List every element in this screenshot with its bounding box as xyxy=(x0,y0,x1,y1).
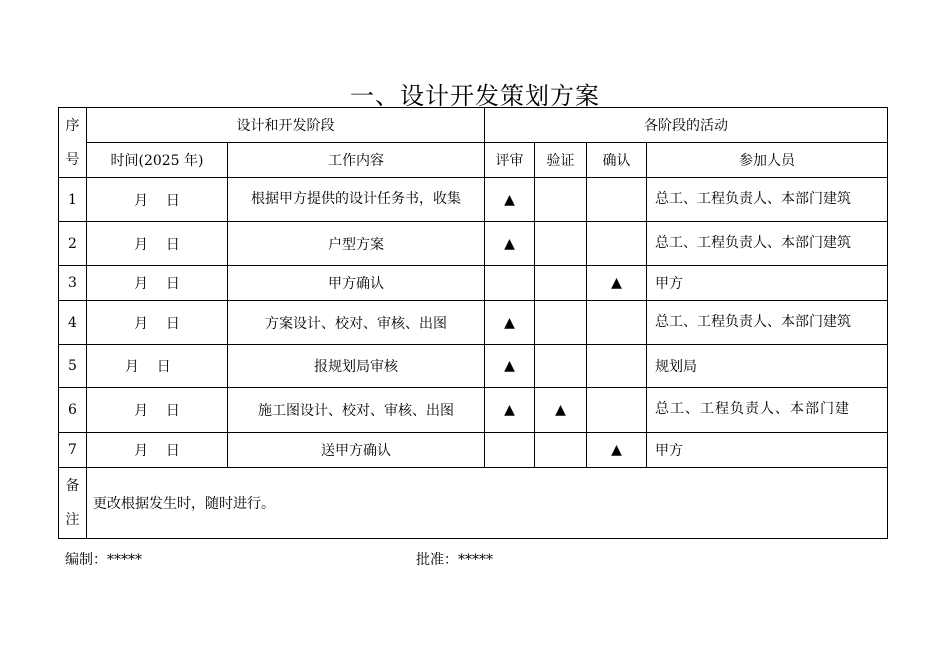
row-date: 月 日 xyxy=(87,301,228,345)
row-date: 月 日 xyxy=(87,178,228,222)
confirm-mark: ▲ xyxy=(587,433,647,468)
row-number: 5 xyxy=(59,345,87,388)
review-mark xyxy=(485,266,535,301)
confirm-mark: ▲ xyxy=(587,266,647,301)
row-number: 6 xyxy=(59,388,87,433)
remark-text: 更改根据发生时，随时进行。 xyxy=(87,468,888,539)
review-mark: ▲ xyxy=(485,178,535,222)
row-content: 户型方案 xyxy=(228,222,485,266)
page-title: 一、设计开发策划方案 xyxy=(350,82,600,110)
row-content: 根据甲方提供的设计任务书，收集 xyxy=(228,178,485,222)
table-row xyxy=(59,388,888,433)
activities-header: 各阶段的活动 xyxy=(485,108,888,143)
remark-label xyxy=(59,468,87,539)
row-participants: 总工、工程负责人、本部门建筑 xyxy=(647,222,888,266)
row-participants: 甲方 xyxy=(647,266,888,301)
verify-mark xyxy=(535,301,587,345)
confirm-mark xyxy=(587,222,647,266)
participants-header: 参加人员 xyxy=(647,143,888,178)
verify-mark xyxy=(535,345,587,388)
row-participants: 总工、工程负责人、本部门建筑 xyxy=(647,301,888,345)
verify-mark xyxy=(535,433,587,468)
row-participants: 总工、工程负责人、本部门建筑 xyxy=(647,178,888,222)
header-row-1 xyxy=(59,108,888,143)
row-number: 7 xyxy=(59,433,87,468)
verify-mark xyxy=(535,222,587,266)
confirm-mark xyxy=(587,301,647,345)
remark-label-bottom: 注 xyxy=(65,512,80,528)
row-participants: 甲方 xyxy=(647,433,888,468)
row-participants: 总工、工程负责人、本部门建 xyxy=(647,388,888,433)
row-date: 月 日 xyxy=(87,222,228,266)
row-number: 4 xyxy=(59,301,87,345)
row-content: 甲方确认 xyxy=(228,266,485,301)
table-row xyxy=(59,178,888,222)
table-row xyxy=(59,433,888,468)
row-number: 2 xyxy=(59,222,87,266)
confirm-mark xyxy=(587,345,647,388)
time-header: 时间(2025 年) xyxy=(87,143,228,178)
seq-header xyxy=(59,108,87,178)
review-header: 评审 xyxy=(485,143,535,178)
approved-by: 批准：***** xyxy=(416,552,493,568)
row-date: 月 日 xyxy=(87,433,228,468)
review-mark: ▲ xyxy=(485,301,535,345)
row-number: 1 xyxy=(59,178,87,222)
review-mark: ▲ xyxy=(485,345,535,388)
verify-mark xyxy=(535,266,587,301)
confirm-header: 确认 xyxy=(587,143,647,178)
confirm-mark xyxy=(587,388,647,433)
table-row xyxy=(59,301,888,345)
review-mark: ▲ xyxy=(485,222,535,266)
row-content: 报规划局审核 xyxy=(228,345,485,388)
review-mark xyxy=(485,433,535,468)
row-date: 月 日 xyxy=(87,266,228,301)
verify-mark xyxy=(535,178,587,222)
row-date: 月 日 xyxy=(87,345,228,388)
row-number: 3 xyxy=(59,266,87,301)
row-participants: 规划局 xyxy=(647,345,888,388)
row-content: 送甲方确认 xyxy=(228,433,485,468)
seq-header-top: 序 xyxy=(65,117,80,134)
review-mark: ▲ xyxy=(485,388,535,433)
row-date: 月 日 xyxy=(87,388,228,433)
seq-header-bottom: 号 xyxy=(65,151,80,168)
confirm-mark xyxy=(587,178,647,222)
row-content: 施工图设计、校对、审核、出图 xyxy=(228,388,485,433)
table-row xyxy=(59,345,888,388)
compiled-by: 编制：***** xyxy=(65,552,142,568)
content-header: 工作内容 xyxy=(228,143,485,178)
remark-label-top: 备 xyxy=(65,478,80,494)
plan-table xyxy=(58,107,888,539)
verify-header: 验证 xyxy=(535,143,587,178)
verify-mark: ▲ xyxy=(535,388,587,433)
remark-row xyxy=(59,468,888,539)
row-content: 方案设计、校对、审核、出图 xyxy=(228,301,485,345)
header-row-2 xyxy=(59,143,888,178)
table-row xyxy=(59,222,888,266)
design-stage-header: 设计和开发阶段 xyxy=(87,108,485,143)
table-row xyxy=(59,266,888,301)
